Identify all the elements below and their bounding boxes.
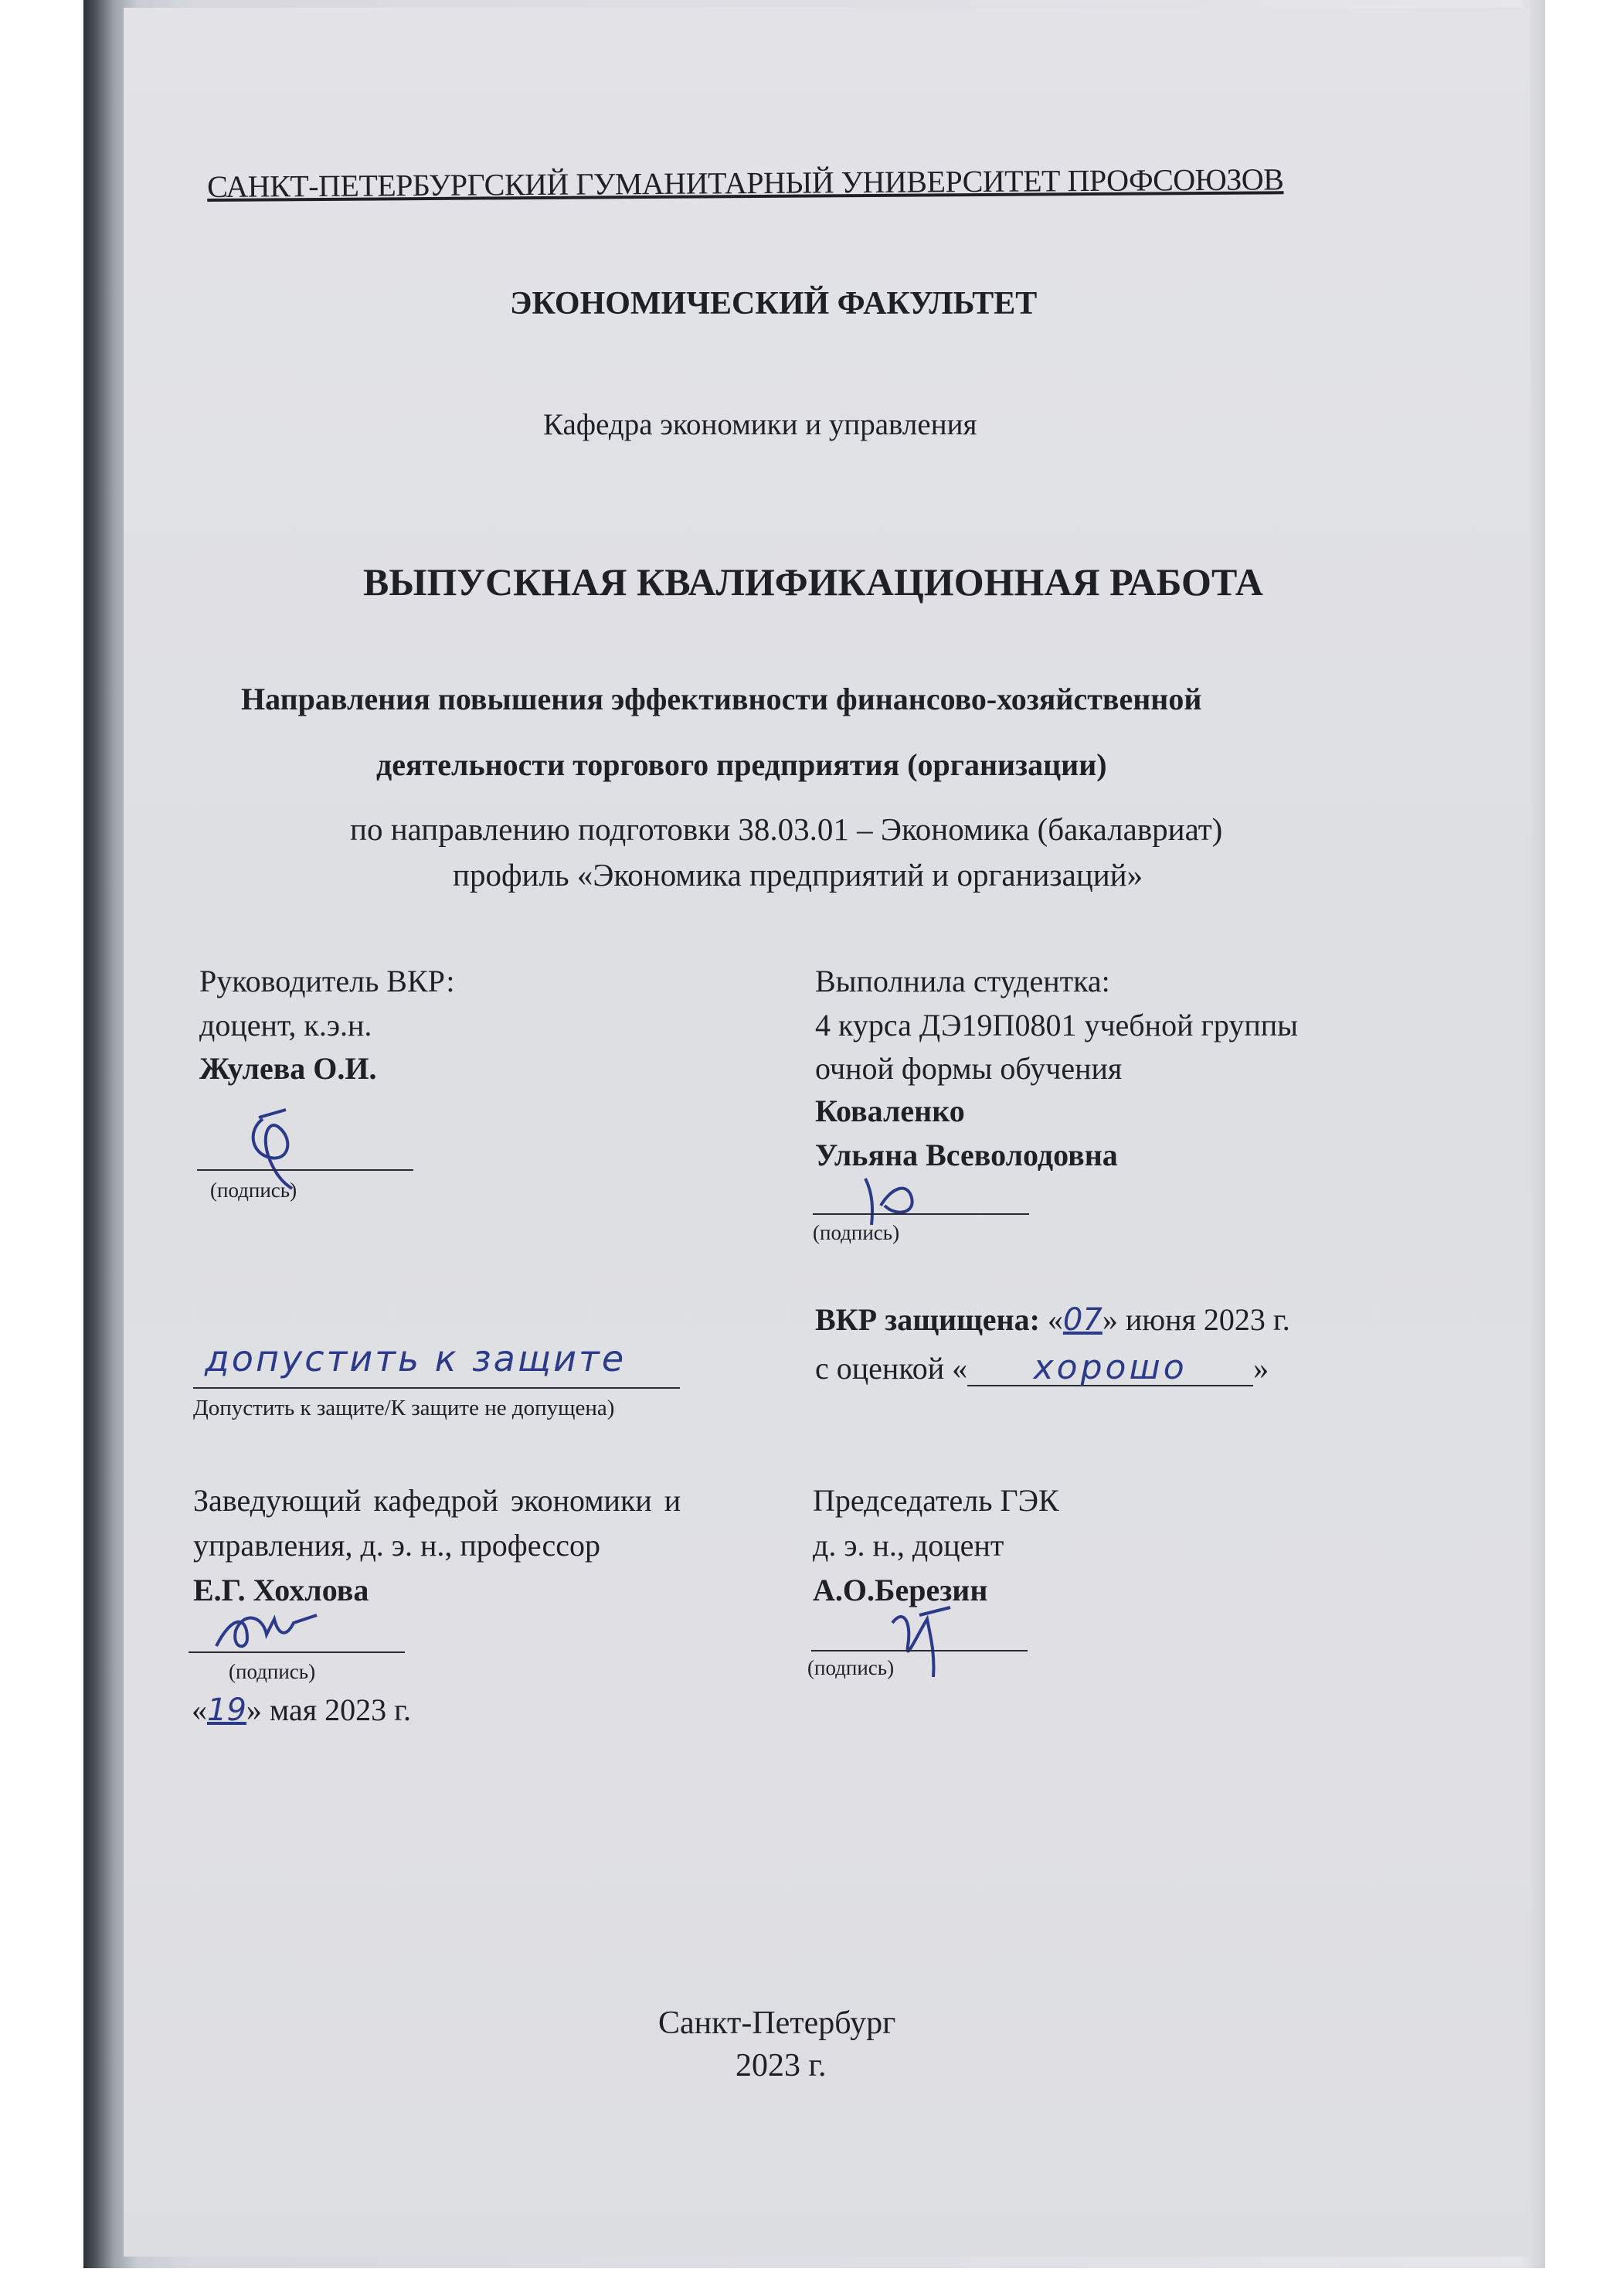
department-name: Кафедра экономики и управления xyxy=(543,408,977,441)
defense-month-year: » июня 2023 г. xyxy=(1102,1302,1290,1337)
chairman-signature-label: (подпись) xyxy=(807,1656,895,1679)
grade-prefix: с оценкой « xyxy=(815,1351,968,1386)
head-date-day: 19 xyxy=(207,1692,246,1728)
defense-result xyxy=(815,1302,1290,1338)
profile-text: профиль «Экономика предприятий и организаций» xyxy=(453,857,1143,893)
student-study-form: очной формы обучения xyxy=(815,1051,1123,1086)
faculty-name: ЭКОНОМИЧЕСКИЙ ФАКУЛЬТЕТ xyxy=(510,286,1038,321)
work-type-heading: ВЫПУСКНАЯ КВАЛИФИКАЦИОННАЯ РАБОТА xyxy=(363,560,1263,604)
head-date xyxy=(192,1692,411,1728)
head-date-open: « xyxy=(192,1692,207,1727)
chairman-degree: д. э. н., доцент xyxy=(813,1528,1004,1563)
student-signature-label: (подпись) xyxy=(813,1221,900,1244)
head-date-rest: » мая 2023 г. xyxy=(246,1692,411,1727)
supervisor-name: Жулева О.И. xyxy=(199,1051,377,1086)
defense-day: 07 xyxy=(1062,1302,1102,1338)
head-signature-line xyxy=(189,1651,405,1653)
head-signature-label: (подпись) xyxy=(229,1660,316,1683)
student-signature-line xyxy=(813,1213,1029,1215)
admission-label: Допустить к защите/К защите не допущена) xyxy=(193,1396,615,1420)
city: Санкт-Петербург xyxy=(658,2005,896,2041)
grade-suffix: » xyxy=(1253,1351,1269,1386)
defense-label: ВКР защищена: xyxy=(815,1302,1040,1337)
head-title-line-2: управления, д. э. н., профессор xyxy=(193,1528,600,1563)
defense-grade-row xyxy=(815,1348,1269,1387)
year: 2023 г. xyxy=(736,2048,827,2083)
grade-handwritten: хорошо xyxy=(1033,1348,1187,1387)
head-title-line-1: Заведующий кафедрой экономики и xyxy=(193,1483,681,1518)
chairman-name: А.О.Березин xyxy=(813,1573,988,1607)
student-surname: Коваленко xyxy=(815,1094,965,1128)
student-group: 4 курса ДЭ19П0801 учебной группы xyxy=(815,1008,1299,1043)
supervisor-signature-label: (подпись) xyxy=(210,1179,297,1202)
head-name: Е.Г. Хохлова xyxy=(193,1573,369,1607)
student-name: Ульяна Всеволодовна xyxy=(815,1138,1118,1172)
university-name: САНКТ-ПЕТЕРБУРГСКИЙ ГУМАНИТАРНЫЙ УНИВЕРСИТЕТ ПРОФСОЮЗОВ xyxy=(206,162,1284,204)
topic-line-2: деятельности торгового предприятия (организации) xyxy=(376,747,1107,782)
topic-line-1: Направления повышения эффективности финансово-хозяйственной xyxy=(241,682,1202,716)
defense-open-quote: « xyxy=(1047,1302,1063,1337)
admission-handwritten: допустить к защите xyxy=(205,1338,627,1379)
supervisor-signature-line xyxy=(197,1169,413,1171)
chairman-title: Председатель ГЭК xyxy=(813,1483,1059,1518)
grade-value xyxy=(967,1348,1253,1387)
supervisor-title: Руководитель ВКР: xyxy=(199,964,455,998)
page-margin xyxy=(0,0,94,2279)
chairman-signature-line xyxy=(811,1650,1028,1651)
supervisor-degree: доцент, к.э.н. xyxy=(199,1008,372,1043)
admission-line xyxy=(193,1387,680,1389)
title-page xyxy=(124,8,1530,2257)
direction-text: по направлению подготовки 38.03.01 – Экономика (бакалавриат) xyxy=(350,811,1223,847)
student-title: Выполнила студентка: xyxy=(815,964,1110,998)
